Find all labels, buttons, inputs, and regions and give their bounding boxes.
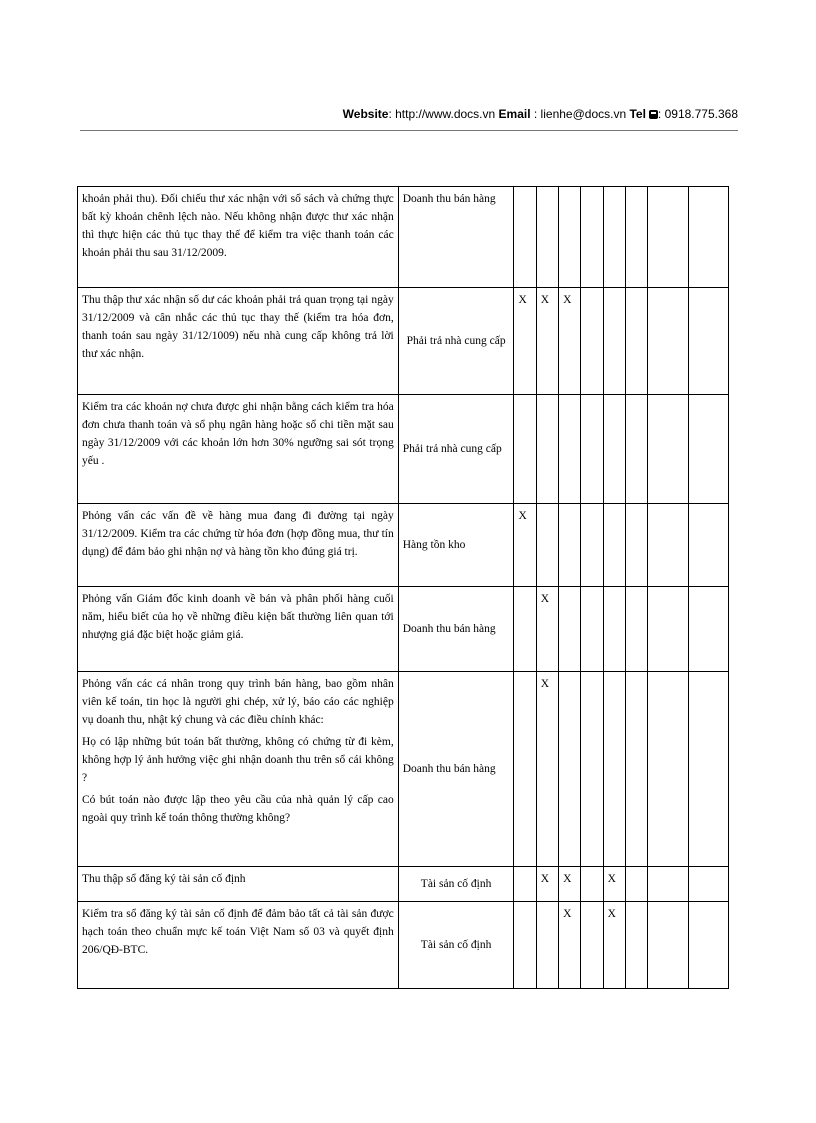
mark-cell <box>603 395 625 504</box>
phone-icon <box>649 110 658 119</box>
procedure-text: Thu thập thư xác nhận số dư các khoản phải trả quan trọng tại ngày 31/12/2009 và cân nhắc các thủ tục thay thế (kiểm tra hóa đơn, thanh toán sau ngày 31/12/1009) nếu nhà cung cấp không trả lời thư xác nhận. <box>82 294 394 360</box>
mark-cell <box>603 288 625 395</box>
procedure-cell <box>78 672 399 867</box>
mark-cell <box>603 187 625 288</box>
account-cell: Doanh thu bán hàng <box>398 587 514 672</box>
mark-cell <box>581 902 603 989</box>
account-cell: Phải trả nhà cung cấp <box>398 395 514 504</box>
empty-cell <box>648 395 688 504</box>
mark-cell <box>514 672 536 867</box>
email-value: : lienhe@docs.vn <box>533 107 627 121</box>
empty-cell <box>688 504 728 587</box>
empty-cell <box>648 902 688 989</box>
empty-cell <box>688 288 728 395</box>
tel-label: Tel <box>629 107 646 121</box>
mark-cell <box>625 187 647 288</box>
mark-cell <box>603 672 625 867</box>
mark-cell: X <box>603 902 625 989</box>
mark-cell <box>603 504 625 587</box>
mark-cell <box>581 672 603 867</box>
email-label: Email <box>498 107 531 121</box>
procedure-text: Họ có lập những bút toán bất thường, không có chứng từ đi kèm, không hợp lý ảnh hưởng việc ghi nhận doanh thu trên sổ cái không ? <box>82 736 394 784</box>
procedure-text: khoản phải thu). Đối chiếu thư xác nhận với sổ sách và chứng thực bất kỳ khoản chênh lệch nào. Nếu không nhận được thư xác nhận thì thực hiện các thủ tục thay thế để kiểm tra việc thanh toán các khoản phải thu sau 31/12/2009. <box>82 193 394 259</box>
empty-cell <box>648 587 688 672</box>
mark-cell <box>514 867 536 902</box>
mark-cell <box>581 867 603 902</box>
table-row <box>78 902 729 989</box>
mark-cell <box>559 587 581 672</box>
mark-cell <box>625 395 647 504</box>
table-row <box>78 395 729 504</box>
website-value: : http://www.docs.vn <box>388 107 496 121</box>
tel-value: : 0918.775.368 <box>657 107 738 121</box>
mark-cell: X <box>514 288 536 395</box>
mark-cell <box>625 902 647 989</box>
mark-cell <box>581 587 603 672</box>
table-row <box>78 288 729 395</box>
mark-cell <box>581 187 603 288</box>
procedure-text: Kiểm tra các khoản nợ chưa được ghi nhận bằng cách kiểm tra hóa đơn chưa thanh toán và sổ phụ ngân hàng hoặc sổ chi tiền mặt sau ngày 31/12/2009 với các khoản lớn hơn 30% ngưỡng sai sót trọng yếu . <box>82 401 394 467</box>
mark-cell <box>581 504 603 587</box>
table-row <box>78 867 729 902</box>
empty-cell <box>648 187 688 288</box>
mark-cell <box>514 187 536 288</box>
empty-cell <box>648 288 688 395</box>
mark-cell: X <box>603 867 625 902</box>
empty-cell <box>688 395 728 504</box>
procedure-text: Kiểm tra sổ đăng ký tài sản cố định để đảm bảo tất cả tài sản được hạch toán theo chuẩn mực kế toán Việt Nam số 03 và quyết định 206/QĐ-BTC. <box>82 908 394 956</box>
empty-cell <box>648 504 688 587</box>
mark-cell <box>625 867 647 902</box>
procedure-cell <box>78 587 399 672</box>
mark-cell <box>514 395 536 504</box>
table-row <box>78 187 729 288</box>
mark-cell: X <box>514 504 536 587</box>
mark-cell <box>536 395 558 504</box>
mark-cell <box>536 187 558 288</box>
procedure-cell <box>78 504 399 587</box>
mark-cell: X <box>536 587 558 672</box>
table-row <box>78 587 729 672</box>
account-cell: Tài sản cố định <box>398 867 514 902</box>
mark-cell <box>559 504 581 587</box>
mark-cell <box>625 587 647 672</box>
empty-cell <box>688 867 728 902</box>
procedure-text: Phỏng vấn các vấn đề về hàng mua đang đi đường tại ngày 31/12/2009. Kiểm tra các chứng từ hóa đơn (hợp đồng mua, thư tín dụng) để đảm bảo ghi nhận nợ và hàng tồn kho đúng giá trị. <box>82 510 394 558</box>
mark-cell <box>536 902 558 989</box>
mark-cell <box>514 587 536 672</box>
mark-cell <box>559 395 581 504</box>
empty-cell <box>688 587 728 672</box>
empty-cell <box>648 867 688 902</box>
account-cell: Doanh thu bán hàng <box>398 187 514 288</box>
account-cell: Hàng tồn kho <box>398 504 514 587</box>
mark-cell: X <box>559 288 581 395</box>
website-label: Website <box>342 107 389 121</box>
empty-cell <box>688 902 728 989</box>
page-header <box>80 104 738 131</box>
mark-cell: X <box>559 867 581 902</box>
mark-cell <box>625 288 647 395</box>
empty-cell <box>648 672 688 867</box>
account-cell: Tài sản cố định <box>398 902 514 989</box>
account-cell: Doanh thu bán hàng <box>398 672 514 867</box>
mark-cell <box>581 288 603 395</box>
procedure-cell <box>78 867 399 902</box>
mark-cell <box>603 587 625 672</box>
account-cell: Phải trả nhà cung cấp <box>398 288 514 395</box>
mark-cell <box>559 187 581 288</box>
procedure-cell <box>78 395 399 504</box>
mark-cell <box>625 672 647 867</box>
procedure-cell <box>78 187 399 288</box>
table-row <box>78 504 729 587</box>
mark-cell <box>625 504 647 587</box>
mark-cell: X <box>559 902 581 989</box>
mark-cell <box>581 395 603 504</box>
procedure-text: Thu thập sổ đăng ký tài sản cố định <box>82 873 246 885</box>
empty-cell <box>688 187 728 288</box>
procedure-cell <box>78 288 399 395</box>
mark-cell <box>514 902 536 989</box>
mark-cell: X <box>536 288 558 395</box>
empty-cell <box>688 672 728 867</box>
mark-cell <box>559 672 581 867</box>
mark-cell: X <box>536 867 558 902</box>
procedure-text: Có bút toán nào được lập theo yêu cầu của nhà quản lý cấp cao ngoài quy trình kế toán thông thường không? <box>82 794 394 824</box>
procedure-text: Phỏng vấn Giám đốc kinh doanh về bán và phân phối hàng cuối năm, hiểu biết của họ về những điều kiện bất thường liên quan tới nhượng giá đặc biệt hoặc giảm giá. <box>82 593 394 641</box>
procedure-cell <box>78 902 399 989</box>
table-row <box>78 672 729 867</box>
mark-cell: X <box>536 672 558 867</box>
audit-procedures-table <box>77 186 729 989</box>
mark-cell <box>536 504 558 587</box>
procedure-text: Phỏng vấn các cá nhân trong quy trình bán hàng, bao gồm nhân viên kế toán, tin học là người ghi chép, xử lý, báo cáo các nghiệp vụ doanh thu, nhật ký chung và các điều chỉnh khác: <box>82 678 394 726</box>
